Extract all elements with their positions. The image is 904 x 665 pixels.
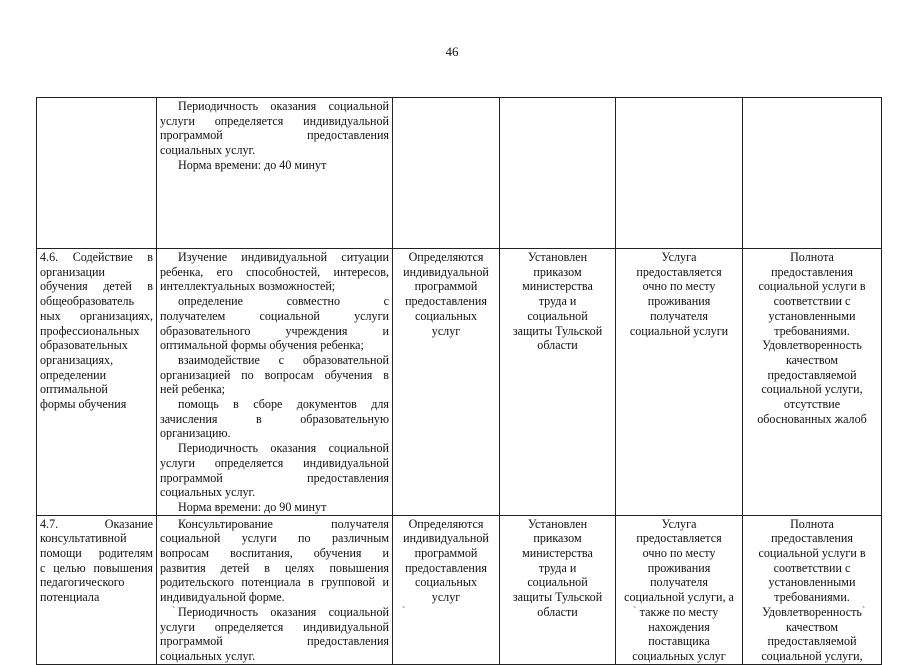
text-line: очно по месту xyxy=(642,279,716,294)
text-line: Установлен xyxy=(527,250,588,264)
text-line: Консультирование получателя xyxy=(178,516,389,531)
text-line: предоставления xyxy=(405,294,487,309)
text-line: организации xyxy=(40,264,105,279)
text-line: также по месту xyxy=(639,604,719,619)
text-line: предоставляемой xyxy=(767,367,857,382)
text-line: интеллектуальных возможностей; xyxy=(160,279,336,294)
text-line: ребенка, его способностей, интересов, xyxy=(160,264,389,279)
text-line: предоставления xyxy=(771,531,853,546)
text-line: программой предоставления xyxy=(160,470,389,485)
scan-mark: ` xyxy=(402,606,406,617)
page-number: 46 xyxy=(445,44,459,59)
table-row xyxy=(37,249,882,516)
text-line: предоставления xyxy=(405,560,487,575)
text-line: организацией по вопросам обучения в xyxy=(160,367,389,382)
text-line: качеством xyxy=(785,352,839,367)
text-line: Периодичность оказания социальной xyxy=(178,604,389,619)
text-line: получателя xyxy=(650,575,708,590)
text-line: организацию. xyxy=(160,426,231,441)
text-line: помощи родителям xyxy=(40,546,153,561)
text-line: Периодичность оказания социальной xyxy=(178,99,389,113)
text-line: Определяются xyxy=(408,250,484,264)
text-line: социальной xyxy=(527,308,588,323)
text-line: социальной услуги, xyxy=(761,648,863,663)
text-line: образовательных xyxy=(40,338,128,353)
text-line: определении xyxy=(40,367,107,382)
text-line: развития детей в целях повышения xyxy=(160,560,389,575)
text-line: программой xyxy=(414,279,478,294)
text-line: социальной xyxy=(527,575,588,590)
text-line: защиты Тульской xyxy=(512,590,603,605)
text-line: Периодичность оказания социальной xyxy=(178,441,389,456)
service-description-cell xyxy=(157,515,393,664)
text-line: министерства xyxy=(522,279,593,294)
scan-mark: ` xyxy=(172,606,176,617)
text-line: взаимодействие с образовательной xyxy=(178,352,389,367)
text-line: предоставляется xyxy=(636,531,722,546)
quality-indicators-cell xyxy=(743,98,882,249)
text-line: Норма времени: до 40 минут xyxy=(178,157,327,172)
text-line: требованиями. xyxy=(774,323,850,338)
text-line: области xyxy=(537,604,578,619)
text-line: определение совместно с xyxy=(178,294,389,309)
description-paragraph xyxy=(160,353,389,397)
text-line: помощь в сборе документов для xyxy=(178,397,389,412)
text-line: вопросам воспитания, обучения и xyxy=(160,546,389,561)
service-name-cell xyxy=(37,515,157,664)
text-line: очно по месту xyxy=(642,546,716,561)
text-line: 4.6. Содействие в xyxy=(40,250,153,264)
text-line: социальной услуги, а xyxy=(624,590,734,605)
text-line: приказом xyxy=(533,264,582,279)
text-line: услуг xyxy=(431,323,461,338)
text-line: Установлен xyxy=(527,516,588,531)
text-line: Определяются xyxy=(408,516,484,531)
text-line: установленными xyxy=(768,308,856,323)
text-line: социальных услуг. xyxy=(160,648,256,663)
text-line: зачисления в образовательную xyxy=(160,411,389,426)
description-paragraph xyxy=(160,250,389,294)
text-line: социальной услуги по различным xyxy=(160,531,389,546)
text-line: услуги определяется индивидуальной xyxy=(160,113,389,128)
service-description-cell xyxy=(157,249,393,516)
description-paragraph xyxy=(160,158,389,173)
text-line: Услуга xyxy=(661,516,697,531)
text-line: программой xyxy=(414,546,478,561)
table-row xyxy=(37,515,882,664)
text-line: организациях, xyxy=(40,352,114,367)
description-paragraph xyxy=(160,500,389,515)
text-line: защиты Тульской xyxy=(512,323,603,338)
text-line: Изучение индивидуальной ситуации xyxy=(178,250,389,264)
text-line: социальных xyxy=(414,308,478,323)
service-name-cell xyxy=(37,98,157,249)
text-line: нахождения xyxy=(648,619,710,634)
scope-cell xyxy=(393,515,500,664)
text-line: индивидуальной xyxy=(403,531,489,546)
table-row xyxy=(37,98,882,249)
cost-standard-cell xyxy=(500,249,616,516)
text-line: Полнота xyxy=(790,250,834,264)
description-paragraph xyxy=(160,397,389,441)
text-line: министерства xyxy=(522,546,593,561)
text-line: труда и xyxy=(538,294,577,309)
text-line: услуг xyxy=(431,590,461,605)
text-line: образовательного учреждения и xyxy=(160,323,389,338)
text-line: соответствии с xyxy=(773,560,851,575)
text-line: социальной услуги xyxy=(629,323,729,338)
text-line: 4.7. Оказание xyxy=(40,516,153,531)
text-line: с целью повышения xyxy=(40,560,153,575)
scan-mark: ` xyxy=(633,606,637,617)
text-line: Удовлетворенность xyxy=(762,338,862,353)
text-line: педагогического xyxy=(40,575,125,590)
text-line: проживания xyxy=(647,560,711,575)
text-line: социальной услуги в xyxy=(758,546,866,561)
text-line: социальных услуг. xyxy=(160,143,256,158)
text-line: программой предоставления xyxy=(160,634,389,649)
text-line: проживания xyxy=(647,294,711,309)
text-line: социальных услуг. xyxy=(160,485,256,500)
text-line: программой предоставления xyxy=(160,128,389,143)
description-paragraph xyxy=(160,99,389,158)
text-line: услуги определяется индивидуальной xyxy=(160,619,389,634)
text-line: профессиональных xyxy=(40,323,140,338)
provision-conditions-cell xyxy=(616,515,743,664)
service-name-cell xyxy=(37,249,157,516)
text-line: социальных услуг xyxy=(632,648,726,663)
text-line: консультативной xyxy=(40,531,127,546)
text-line: индивидуальной xyxy=(403,264,489,279)
text-line: формы обучения xyxy=(40,397,127,412)
text-line: социальных xyxy=(414,575,478,590)
text-line: обучения детей в xyxy=(40,279,153,294)
cost-standard-cell xyxy=(500,515,616,664)
text-line: предоставления xyxy=(771,264,853,279)
text-line: оптимальной формы обучения ребенка; xyxy=(160,338,364,353)
description-paragraph xyxy=(160,294,389,353)
description-paragraph xyxy=(160,441,389,500)
text-line: потенциала xyxy=(40,590,100,605)
text-line: социальной услуги в xyxy=(758,279,866,294)
text-line: предоставляемой xyxy=(767,634,857,649)
scope-cell xyxy=(393,249,500,516)
text-line: предоставляется xyxy=(636,264,722,279)
quality-indicators-cell xyxy=(743,249,882,516)
text-line: области xyxy=(537,338,578,353)
services-table xyxy=(36,97,882,665)
text-line: соответствии с xyxy=(773,294,851,309)
cost-standard-cell xyxy=(500,98,616,249)
text-line: Услуга xyxy=(661,250,697,264)
text-line: отсутствие xyxy=(783,397,841,412)
text-line: установленными xyxy=(768,575,856,590)
text-line: получателя xyxy=(650,308,708,323)
text-line: индивидуальной форме. xyxy=(160,590,285,605)
quality-indicators-cell xyxy=(743,515,882,664)
description-paragraph xyxy=(160,605,389,664)
text-line: Полнота xyxy=(790,516,834,531)
text-line: качеством xyxy=(785,619,839,634)
scan-mark: ` xyxy=(862,606,866,617)
text-line: получателем социальной услуги xyxy=(160,308,389,323)
text-line: Норма времени: до 90 минут xyxy=(178,499,327,514)
provision-conditions-cell xyxy=(616,98,743,249)
text-line: труда и xyxy=(538,560,577,575)
text-line: социальной услуги, xyxy=(761,382,863,397)
text-line: услуги определяется индивидуальной xyxy=(160,455,389,470)
text-line: ных организациях, xyxy=(40,308,153,323)
text-line: оптимальной xyxy=(40,382,108,397)
service-description-cell xyxy=(157,98,393,249)
text-line: поставщика xyxy=(648,634,710,649)
text-line: общеобразователь xyxy=(40,294,135,309)
description-paragraph xyxy=(160,517,389,605)
text-line: обоснованных жалоб xyxy=(757,411,867,426)
text-line: ней ребенка; xyxy=(160,382,226,397)
text-line: приказом xyxy=(533,531,582,546)
text-line: требованиями. xyxy=(774,590,850,605)
provision-conditions-cell xyxy=(616,249,743,516)
text-line: родительского потенциала в групповой и xyxy=(160,575,389,590)
scope-cell xyxy=(393,98,500,249)
text-line: Удовлетворенность xyxy=(762,604,862,619)
